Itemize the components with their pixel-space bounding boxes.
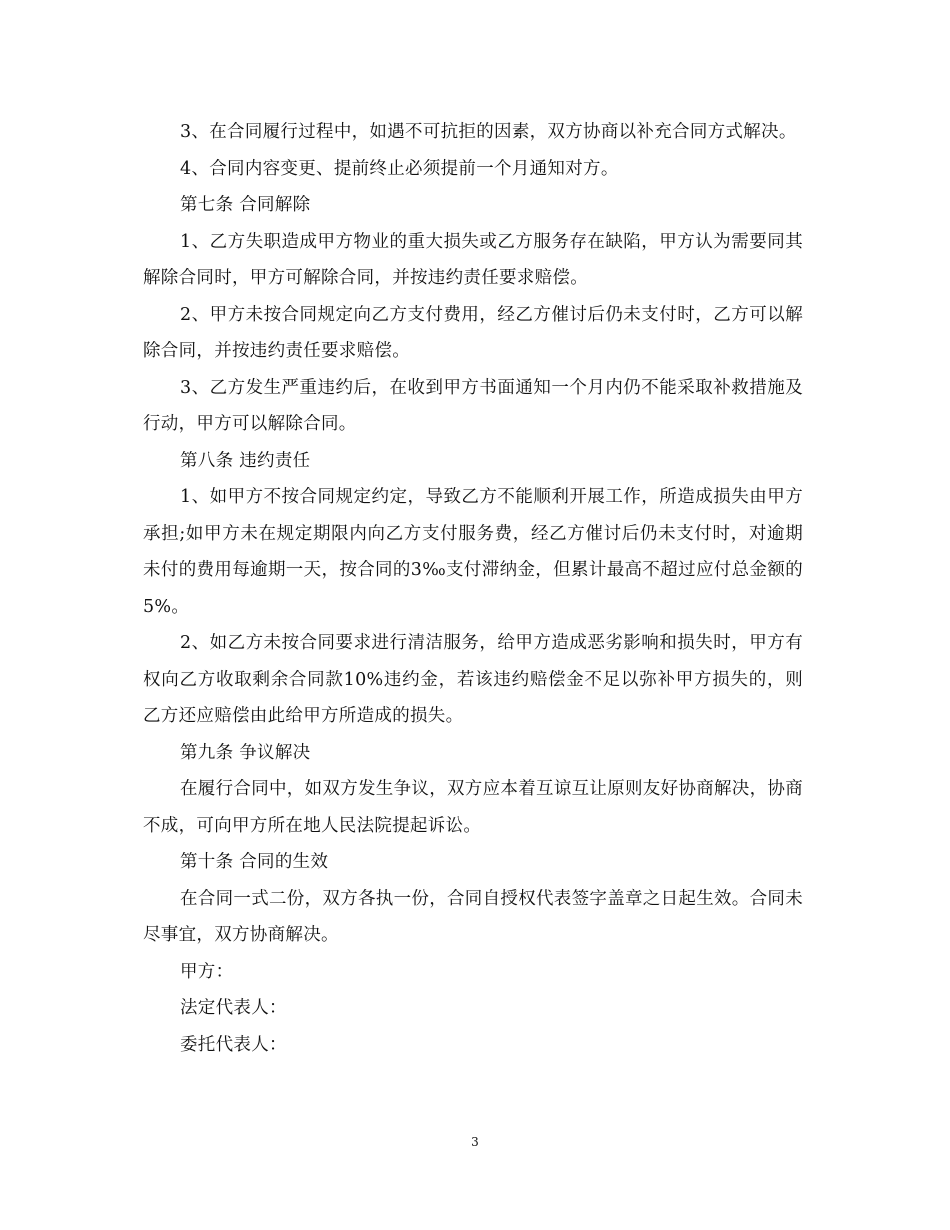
signature-legal-representative: 法定代表人： [180, 998, 287, 1018]
clause-6-item-4: 4、合同内容变更、提前终止必须提前一个月通知对方。 [180, 158, 619, 179]
clause-6-item-3: 3、在合同履行过程中，如遇不可抗拒的因素，双方协商以补充合同方式解决。 [180, 122, 797, 142]
document-body [143, 114, 803, 1063]
signature-party-a: 甲方： [180, 961, 234, 982]
section-heading-article-10: 第十条 合同的生效 [180, 852, 329, 872]
clause-8-item-2: 2、如乙方未按合同要求进行清洁服务，给甲方造成恶劣影响和损失时，甲方有权向乙方收取剩余合同款10%违约金，若该违约赔偿金不足以弥补甲方损失的，则乙方还应赔偿由此给甲方所造成的损失。 [143, 633, 803, 726]
signature-authorized-representative: 委托代表人： [180, 1034, 287, 1055]
page-number: 3 [471, 1135, 479, 1149]
section-heading-article-7: 第七条 合同解除 [180, 195, 311, 215]
clause-7-item-1: 1、乙方失职造成甲方物业的重大损失或乙方服务存在缺陷，甲方认为需要同其解除合同时，甲方可解除合同，并按违约责任要求赔偿。 [143, 231, 803, 288]
section-heading-article-9: 第九条 争议解决 [180, 742, 311, 763]
clause-7-item-3: 3、乙方发生严重违约后，在收到甲方书面通知一个月内仍不能采取补救措施及行动，甲方可以解除合同。 [143, 377, 803, 434]
section-heading-article-8: 第八条 违约责任 [180, 450, 311, 471]
clause-7-item-2: 2、甲方未按合同规定向乙方支付费用，经乙方催讨后仍未支付时，乙方可以解除合同，并按违约责任要求赔偿。 [143, 304, 803, 361]
clause-9-text: 在履行合同中，如双方发生争议，双方应本着互谅互让原则友好协商解决，协商不成，可向甲方所在地人民法院提起诉讼。 [143, 779, 803, 836]
clause-8-item-1: 1、如甲方不按合同规定约定，导致乙方不能顺利开展工作，所造成损失由甲方承担;如甲方未在规定期限内向乙方支付服务费，经乙方催讨后仍未支付时，对逾期未付的费用每逾期一天，按合同的3‰支付滞纳金，但累计最高不超过应付总金额的5%。 [143, 487, 803, 617]
clause-10-text: 在合同一式二份，双方各执一份，合同自授权代表签字盖章之日起生效。合同未尽事宜，双方协商解决。 [143, 888, 803, 945]
